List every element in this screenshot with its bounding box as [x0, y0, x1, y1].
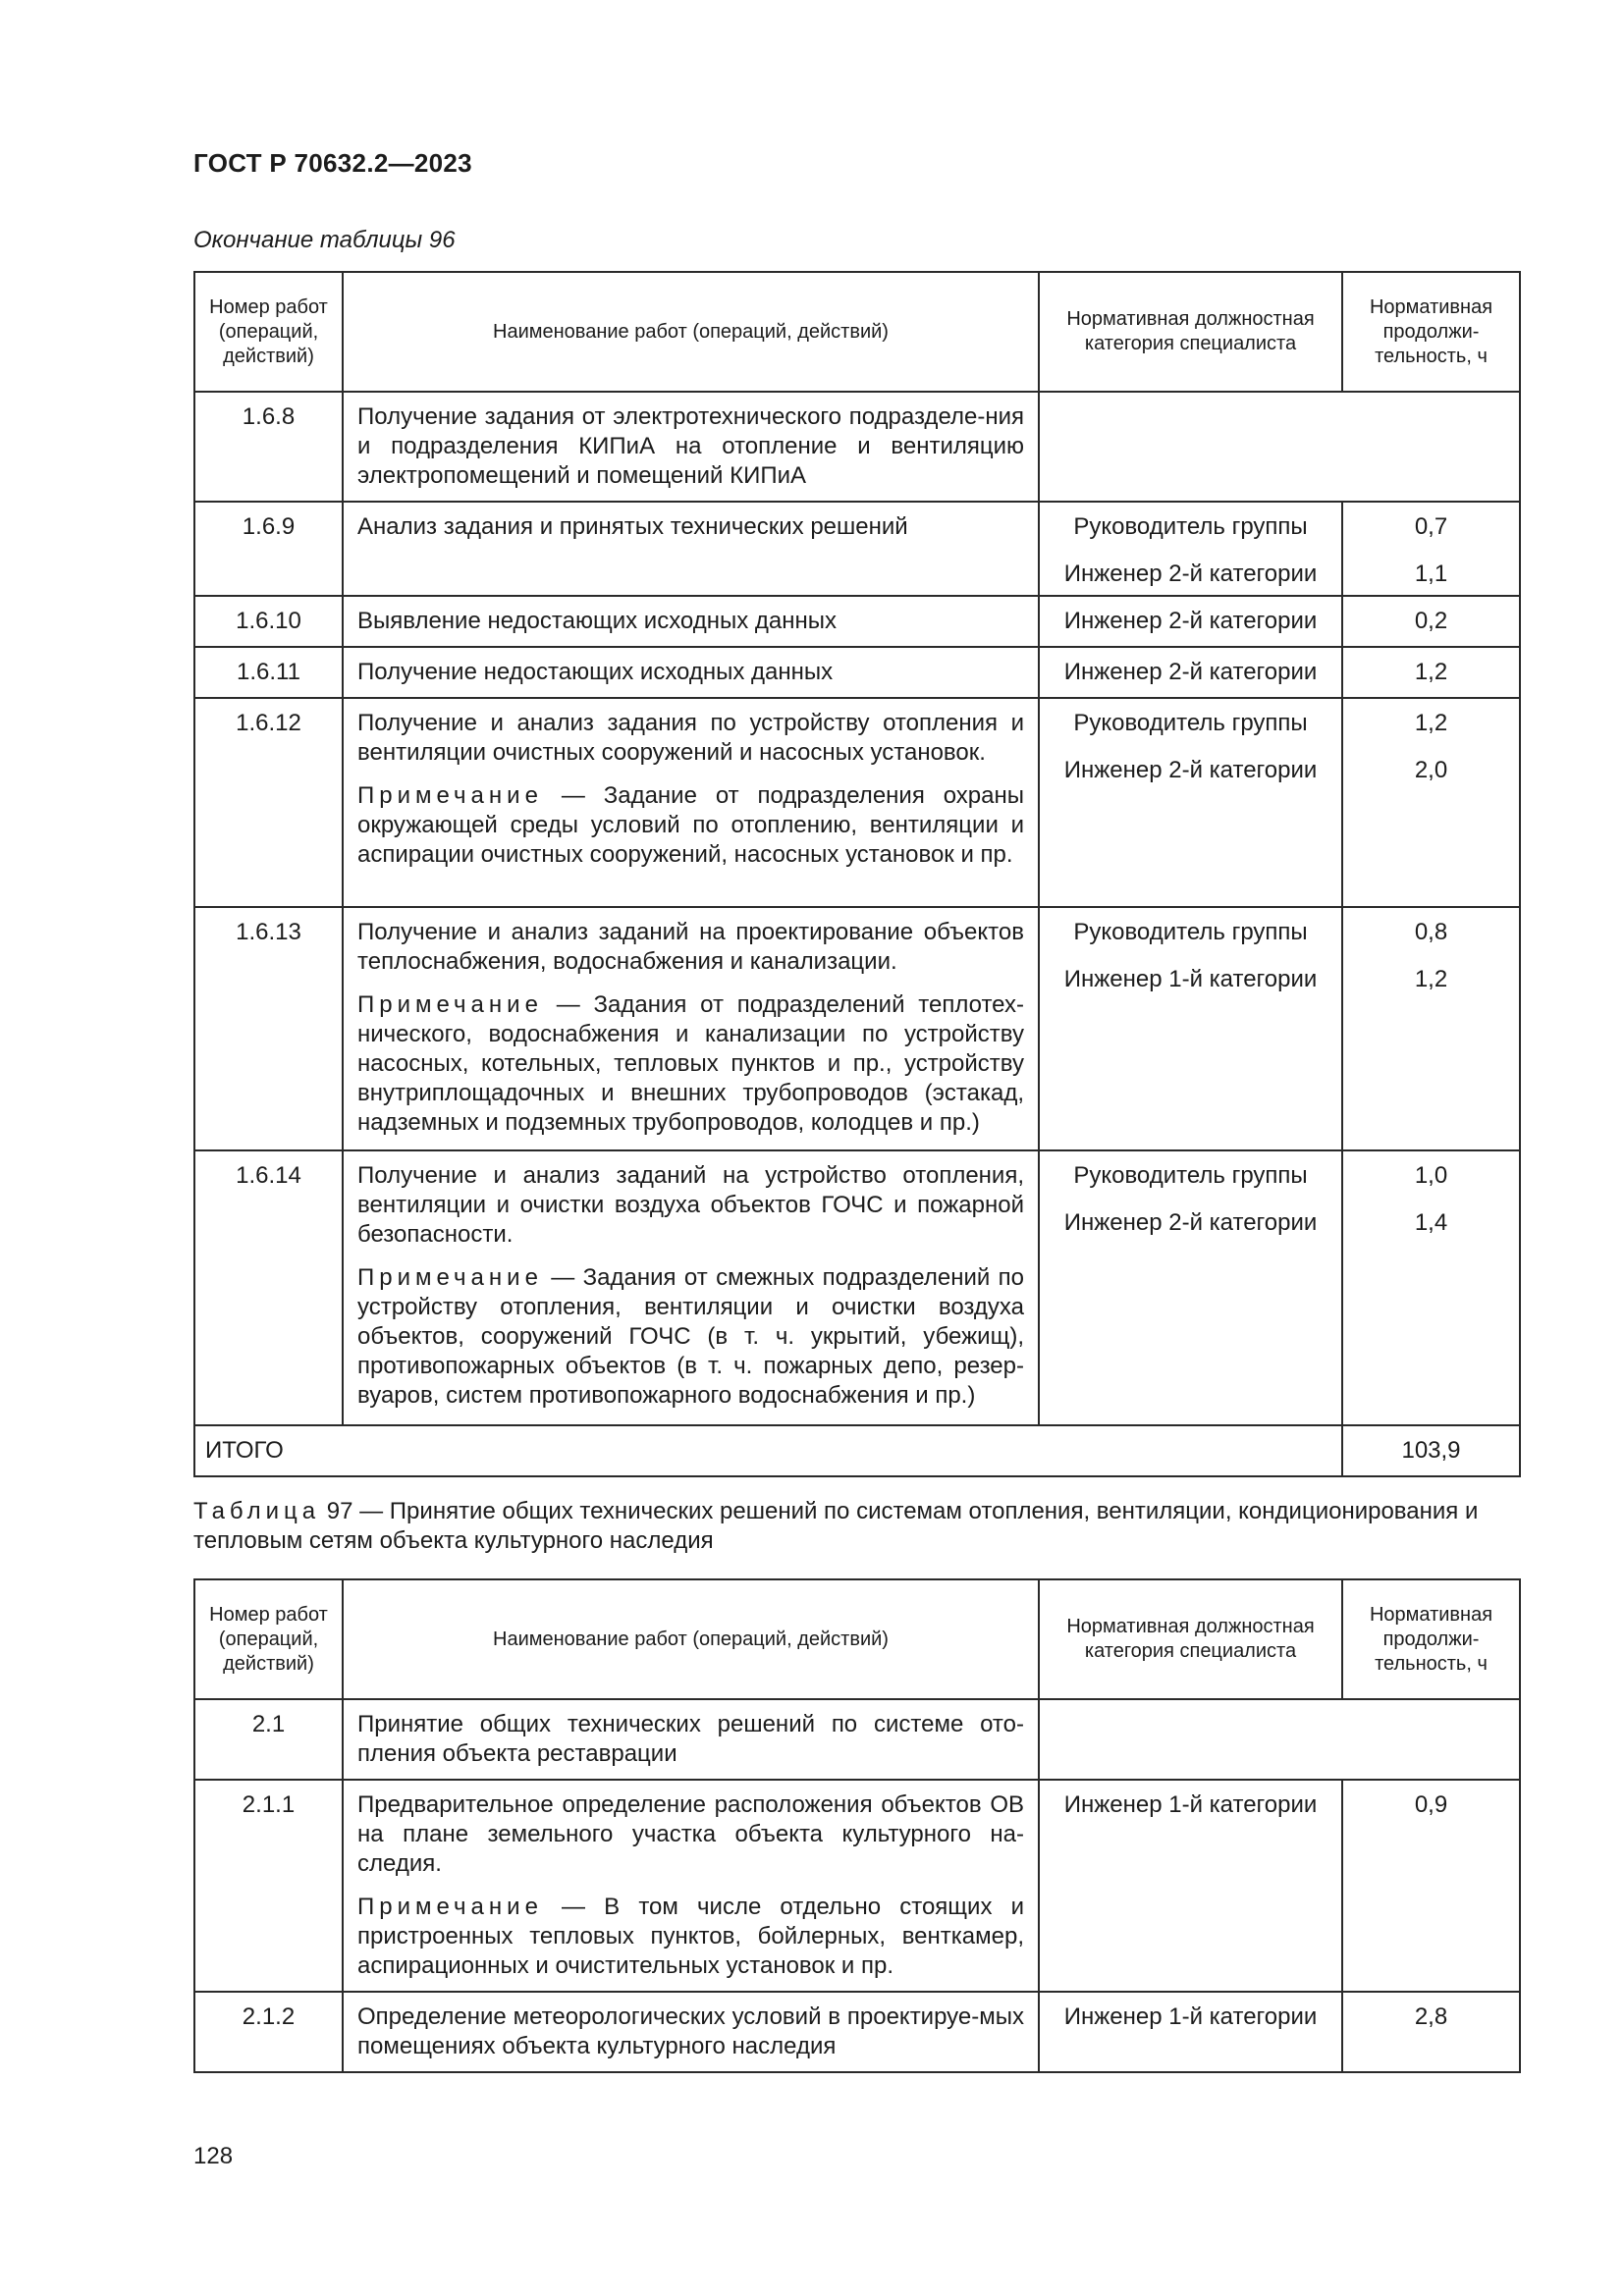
row-num: 1.6.13 — [194, 907, 343, 1150]
header-name: Наименование работ (операций, действий) — [343, 1579, 1039, 1699]
category-line: Инженер 2-й категории — [1063, 757, 1318, 783]
row-name — [343, 1150, 1039, 1425]
row-duration — [1342, 698, 1520, 907]
table-row — [194, 907, 1520, 1150]
row-name: Получение задания от электротехнического подразделе-ния и подразделения КИПиА на отопление и вентиляцию электропомещений и помещений КИПиА — [343, 392, 1039, 502]
row-duration — [1342, 502, 1520, 596]
duration-line: 2,0 — [1414, 757, 1448, 783]
header-name: Наименование работ (операций, действий) — [343, 272, 1039, 392]
row-name: Анализ задания и принятых технических решений — [343, 502, 1039, 596]
row-category: Инженер 1-й категории — [1039, 1992, 1342, 2072]
row-num: 2.1.1 — [194, 1780, 343, 1992]
row-name — [343, 1780, 1039, 1992]
note-text: — В том числе отдельно стоящих и пристроенных тепловых пунктов, бойлерных, венткамер, аспирационных и очистительных установок и пр. — [357, 1894, 1024, 1979]
row-name: Определение метеорологических условий в проектируе-мых помещениях объекта культурного наследия — [343, 1992, 1039, 2072]
table-row — [194, 502, 1520, 596]
note-label: Примечание — [357, 1894, 543, 1920]
note-text: — Задания от подразделений теплотех-нического, водоснабжения и канализации по устройству насосных, котельных, тепловых пунктов и пр., устройству внутриплощадочных и внешних трубопроводов (эстакад, надземных и подземных трубопроводов, колодцев и пр.) — [357, 991, 1024, 1136]
table-row — [194, 596, 1520, 647]
duration-line: 1,4 — [1414, 1209, 1448, 1236]
row-category: Инженер 2-й категории — [1039, 596, 1342, 647]
row-category — [1039, 698, 1342, 907]
row-num: 1.6.8 — [194, 392, 343, 502]
table-96 — [193, 271, 1521, 1477]
row-num: 2.1.2 — [194, 1992, 343, 2072]
total-row — [194, 1425, 1520, 1476]
row-text: Получение и анализ заданий на устройство отопления, вентиляции и очистки воздуха объектов ГОЧС и пожарной безопасности. — [357, 1162, 1024, 1248]
caption-label: Таблица — [193, 1498, 321, 1524]
row-note — [357, 990, 1024, 1138]
row-duration: 0,2 — [1342, 596, 1520, 647]
row-num: 1.6.9 — [194, 502, 343, 596]
duration-line: 0,7 — [1414, 513, 1448, 540]
category-line: Руководитель группы — [1073, 1162, 1308, 1189]
table-row — [194, 1992, 1520, 2072]
table-97 — [193, 1578, 1521, 2073]
row-category — [1039, 1150, 1342, 1425]
header-duration: Нормативная продолжи-тельность, ч — [1342, 272, 1520, 392]
header-num: Номер работ (операций, действий) — [194, 1579, 343, 1699]
row-duration — [1342, 907, 1520, 1150]
row-category — [1039, 502, 1342, 596]
table-row — [194, 1150, 1520, 1425]
header-num: Номер работ (операций, действий) — [194, 272, 343, 392]
row-name: Принятие общих технических решений по системе ото-пления объекта реставрации — [343, 1699, 1039, 1780]
row-duration: 1,2 — [1342, 647, 1520, 698]
table-row — [194, 1780, 1520, 1992]
caption-text: 97 — Принятие общих технических решений по системам отопления, вентиляции, кондиционирования и тепловым сетям объекта культурного наследия — [193, 1498, 1479, 1554]
row-duration: 2,8 — [1342, 1992, 1520, 2072]
note-text: — Задание от подразделения охраны окружающей среды условий по отоплению, вентиляции и аспирации очистных сооружений, насосных установок и пр. — [357, 782, 1024, 868]
row-category — [1039, 907, 1342, 1150]
row-note — [357, 1263, 1024, 1411]
note-text: — Задания от смежных подразделений по устройству отопления, вентиляции и очистки воздуха объектов, сооружений ГОЧС (в т. ч. укрытий, убежищ), противопожарных объектов (в т. ч. пожарных депо, резер-вуаров, систем противопожарного водоснабжения и пр.) — [357, 1264, 1024, 1409]
header-category: Нормативная должностная категория специалиста — [1039, 1579, 1342, 1699]
row-name: Получение недостающих исходных данных — [343, 647, 1039, 698]
duration-line: 1,0 — [1414, 1162, 1448, 1189]
row-name — [343, 907, 1039, 1150]
duration-line: 0,8 — [1414, 919, 1448, 945]
category-line: Руководитель группы — [1073, 513, 1308, 540]
row-note — [357, 781, 1024, 870]
note-label: Примечание — [357, 991, 543, 1018]
category-line: Инженер 2-й категории — [1063, 1209, 1318, 1236]
row-text: Предварительное определение расположения объектов ОВ на плане земельного участка объекта культурного на-следия. — [357, 1791, 1024, 1877]
row-note — [357, 1893, 1024, 1981]
table-row — [194, 647, 1520, 698]
duration-line: 1,2 — [1414, 966, 1448, 992]
duration-line: 1,2 — [1414, 710, 1448, 736]
row-num: 1.6.12 — [194, 698, 343, 907]
row-empty-cell — [1039, 392, 1520, 502]
row-category: Инженер 2-й категории — [1039, 647, 1342, 698]
category-line: Инженер 2-й категории — [1063, 561, 1318, 587]
table-row — [194, 698, 1520, 907]
row-num: 1.6.10 — [194, 596, 343, 647]
row-num: 1.6.11 — [194, 647, 343, 698]
row-name — [343, 698, 1039, 907]
duration-line: 1,1 — [1414, 561, 1448, 587]
row-duration — [1342, 1150, 1520, 1425]
category-line: Руководитель группы — [1073, 919, 1308, 945]
category-line: Руководитель группы — [1073, 710, 1308, 736]
row-name: Выявление недостающих исходных данных — [343, 596, 1039, 647]
row-text: Получение и анализ заданий на проектирование объектов теплоснабжения, водоснабжения и канализации. — [357, 919, 1024, 975]
note-label: Примечание — [357, 1264, 543, 1291]
row-duration: 0,9 — [1342, 1780, 1520, 1992]
page-number: 128 — [193, 2143, 234, 2169]
note-label: Примечание — [357, 782, 543, 809]
header-category: Нормативная должностная категория специалиста — [1039, 272, 1342, 392]
document-header: ГОСТ Р 70632.2—2023 — [193, 148, 472, 178]
table-97-caption — [193, 1497, 1519, 1556]
row-num: 1.6.14 — [194, 1150, 343, 1425]
table-header-row — [194, 1579, 1520, 1699]
header-duration: Нормативная продолжи-тельность, ч — [1342, 1579, 1520, 1699]
table-row — [194, 1699, 1520, 1780]
table-header-row — [194, 272, 1520, 392]
category-line: Инженер 1-й категории — [1063, 966, 1318, 992]
row-text: Получение и анализ задания по устройству отопления и вентиляции очистных сооружений и насосных установок. — [357, 710, 1024, 766]
row-num: 2.1 — [194, 1699, 343, 1780]
total-label: ИТОГО — [194, 1425, 1342, 1476]
total-value: 103,9 — [1342, 1425, 1520, 1476]
table-96-caption: Окончание таблицы 96 — [193, 227, 456, 253]
table-row — [194, 392, 1520, 502]
row-category: Инженер 1-й категории — [1039, 1780, 1342, 1992]
row-empty-cell — [1039, 1699, 1520, 1780]
